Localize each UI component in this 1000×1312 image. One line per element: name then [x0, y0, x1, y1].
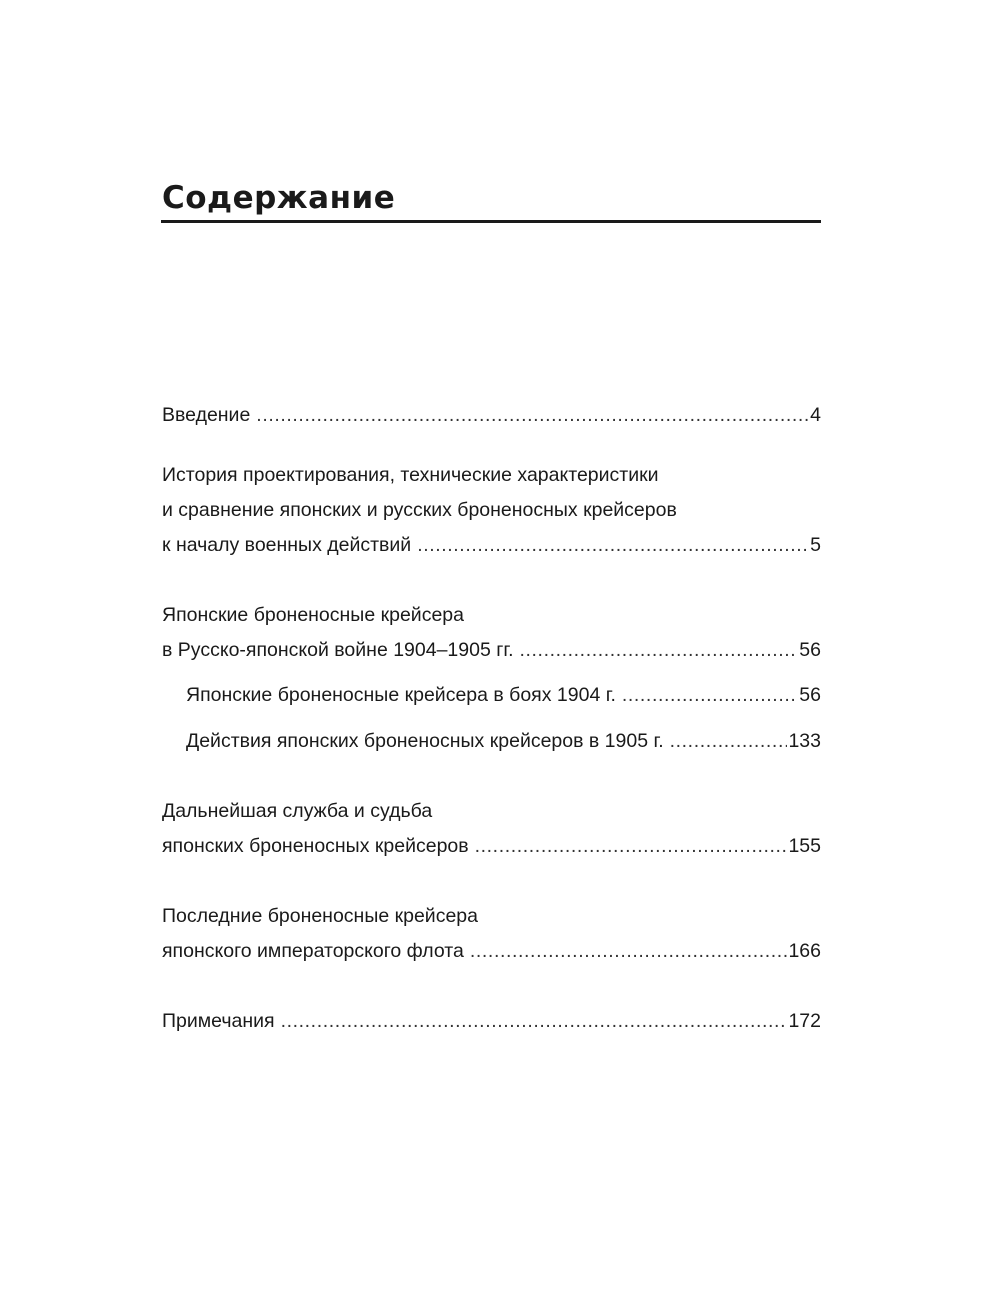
dot-leader	[475, 831, 788, 861]
toc-entry-last[interactable]	[162, 936, 821, 966]
toc-entry-history[interactable]	[162, 530, 821, 560]
toc-entry-service-line-1[interactable]: Дальнейшая служба и судьба	[162, 800, 433, 822]
dot-leader	[256, 400, 809, 430]
toc-page-number: 4	[810, 404, 821, 426]
toc-entry-text: к началу военных действий	[162, 534, 412, 556]
page-title: Содержание	[162, 180, 396, 216]
toc-page-number: 5	[810, 534, 821, 556]
toc-subentry-actions-1905[interactable]	[186, 726, 821, 756]
toc-entry-intro[interactable]	[162, 400, 821, 430]
title-rule	[161, 220, 821, 223]
toc-entry-history-line-2[interactable]: и сравнение японских и русских броненосных крейсеров	[162, 499, 677, 521]
toc-entry-text: Введение	[162, 404, 251, 426]
dot-leader	[281, 1006, 788, 1036]
dot-leader	[417, 530, 809, 560]
toc-entry-history-line-1[interactable]: История проектирования, технические характеристики	[162, 464, 659, 486]
toc-subentry-battles-1904[interactable]	[186, 680, 821, 710]
dot-leader	[670, 726, 788, 756]
toc-entry-text: Примечания	[162, 1010, 275, 1032]
dot-leader	[622, 680, 798, 710]
toc-entry-text: Действия японских броненосных крейсеров в 1905 г.	[186, 730, 664, 752]
dot-leader	[470, 936, 788, 966]
dot-leader	[520, 635, 799, 665]
toc-page-number: 56	[799, 639, 821, 661]
toc-page-number: 133	[788, 730, 821, 752]
toc-entry-last-line-1[interactable]: Последние броненосные крейсера	[162, 905, 478, 927]
toc-entry-war[interactable]	[162, 635, 821, 665]
toc-entry-service[interactable]	[162, 831, 821, 861]
toc-entry-notes[interactable]	[162, 1006, 821, 1036]
toc-entry-text: Японские броненосные крейсера в боях 1904 г.	[186, 684, 616, 706]
toc-page-number: 166	[788, 940, 821, 962]
toc-entry-text: японских броненосных крейсеров	[162, 835, 469, 857]
toc-entry-text: японского императорского флота	[162, 940, 464, 962]
toc-entry-text: в Русско-японской войне 1904–1905 гг.	[162, 639, 514, 661]
toc-entry-war-line-1[interactable]: Японские броненосные крейсера	[162, 604, 464, 626]
toc-page-number: 155	[788, 835, 821, 857]
toc-page-number: 172	[788, 1010, 821, 1032]
toc-page-number: 56	[799, 684, 821, 706]
